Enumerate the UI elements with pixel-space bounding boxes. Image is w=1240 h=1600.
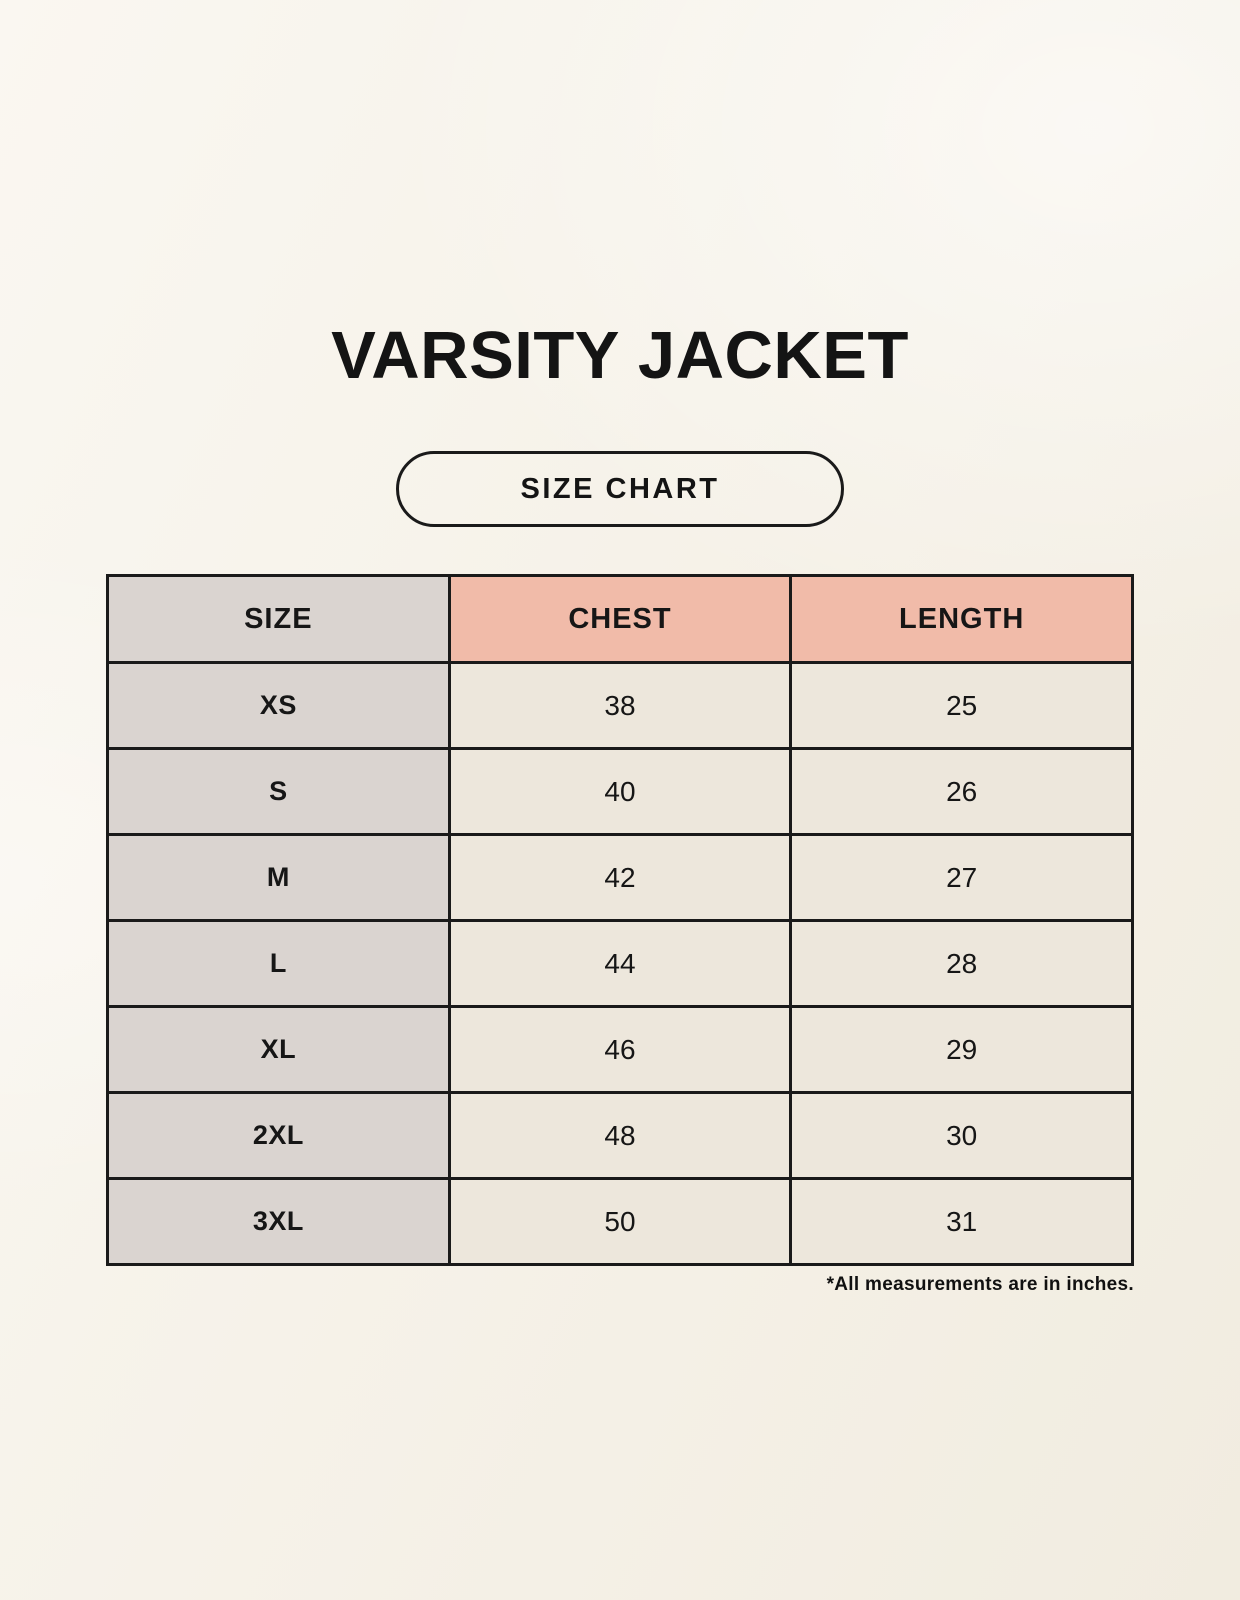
length-cell: 29 xyxy=(791,1007,1133,1093)
size-cell: S xyxy=(108,749,450,835)
size-cell: 3XL xyxy=(108,1179,450,1265)
chest-cell: 42 xyxy=(449,835,791,921)
chest-cell: 50 xyxy=(449,1179,791,1265)
size-cell: 2XL xyxy=(108,1093,450,1179)
table-row xyxy=(108,749,1133,835)
page-title: VARSITY JACKET xyxy=(331,318,909,393)
table-row xyxy=(108,1007,1133,1093)
header-size: SIZE xyxy=(108,576,450,663)
length-cell: 30 xyxy=(791,1093,1133,1179)
length-cell: 28 xyxy=(791,921,1133,1007)
length-cell: 31 xyxy=(791,1179,1133,1265)
chest-cell: 38 xyxy=(449,663,791,749)
size-chart-page xyxy=(106,0,1134,1296)
table-row xyxy=(108,835,1133,921)
length-cell: 26 xyxy=(791,749,1133,835)
table-header-row xyxy=(108,576,1133,663)
size-chart-table xyxy=(106,574,1134,1266)
chest-cell: 44 xyxy=(449,921,791,1007)
table-row xyxy=(108,663,1133,749)
measurements-note: *All measurements are in inches. xyxy=(826,1274,1134,1295)
size-cell: XS xyxy=(108,663,450,749)
header-length: LENGTH xyxy=(791,576,1133,663)
chest-cell: 46 xyxy=(449,1007,791,1093)
table-row xyxy=(108,1179,1133,1265)
size-chart-badge-label: SIZE CHART xyxy=(520,472,720,505)
length-cell: 27 xyxy=(791,835,1133,921)
size-cell: L xyxy=(108,921,450,1007)
table-row xyxy=(108,1093,1133,1179)
chest-cell: 48 xyxy=(449,1093,791,1179)
length-cell: 25 xyxy=(791,663,1133,749)
header-chest: CHEST xyxy=(449,576,791,663)
chest-cell: 40 xyxy=(449,749,791,835)
table-row xyxy=(108,921,1133,1007)
size-chart-badge xyxy=(396,451,844,527)
size-cell: M xyxy=(108,835,450,921)
size-cell: XL xyxy=(108,1007,450,1093)
